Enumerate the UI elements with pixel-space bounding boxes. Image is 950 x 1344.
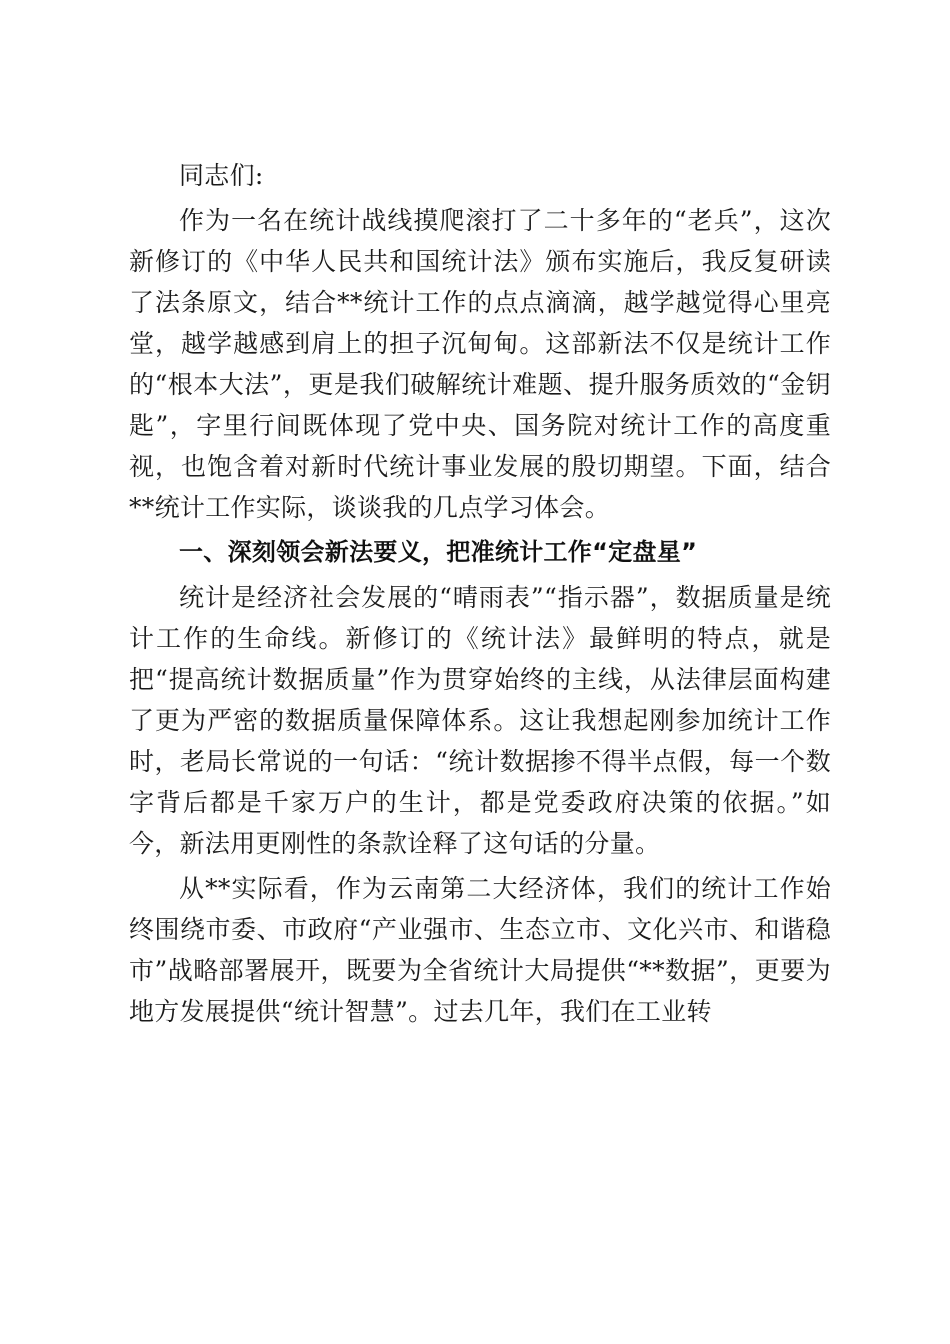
document-body bbox=[129, 155, 831, 1036]
section-heading-1: 一、深刻领会新法要义，把准统计工作“定盘星” bbox=[179, 538, 698, 566]
section-1-paragraph-1: 统计是经济社会发展的“晴雨表”“指示器”，数据质量是统计工作的生命线。新修订的《统计法》最鲜明的特点，就是把“提高统计数据质量”作为贯穿始终的主线，从法律层面构建了更为严密的数据质量保障体系。这让我想起刚参加统计工作时，老局长常说的一句话：“统计数据掺不得半点假，每一个数字背后都是千家万户的生计，都是党委政府决策的依据。”如今，新法用更刚性的条款诠释了这句话的分量。 bbox=[129, 583, 831, 858]
section-1-paragraph-2: 从**实际看，作为云南第二大经济体，我们的统计工作始终围绕市委、市政府“产业强市、生态立市、文化兴市、和谐稳市”战略部署展开，既要为全省统计大局提供“**数据”，更要为地方发展提供“统计智慧”。过去几年，我们在工业转 bbox=[129, 874, 831, 1026]
intro-paragraph: 作为一名在统计战线摸爬滚打了二十多年的“老兵”，这次新修订的《中华人民共和国统计法》颁布实施后，我反复研读了法条原文，结合**统计工作的点点滴滴，越学越觉得心里亮堂，越学越感到肩上的担子沉甸甸。这部新法不仅是统计工作的“根本大法”，更是我们破解统计难题、提升服务质效的“金钥匙”，字里行间既体现了党中央、国务院对统计工作的高度重视，也饱含着对新时代统计事业发展的殷切期望。下面，结合**统计工作实际，谈谈我的几点学习体会。 bbox=[129, 206, 831, 522]
salutation: 同志们: bbox=[179, 161, 264, 190]
